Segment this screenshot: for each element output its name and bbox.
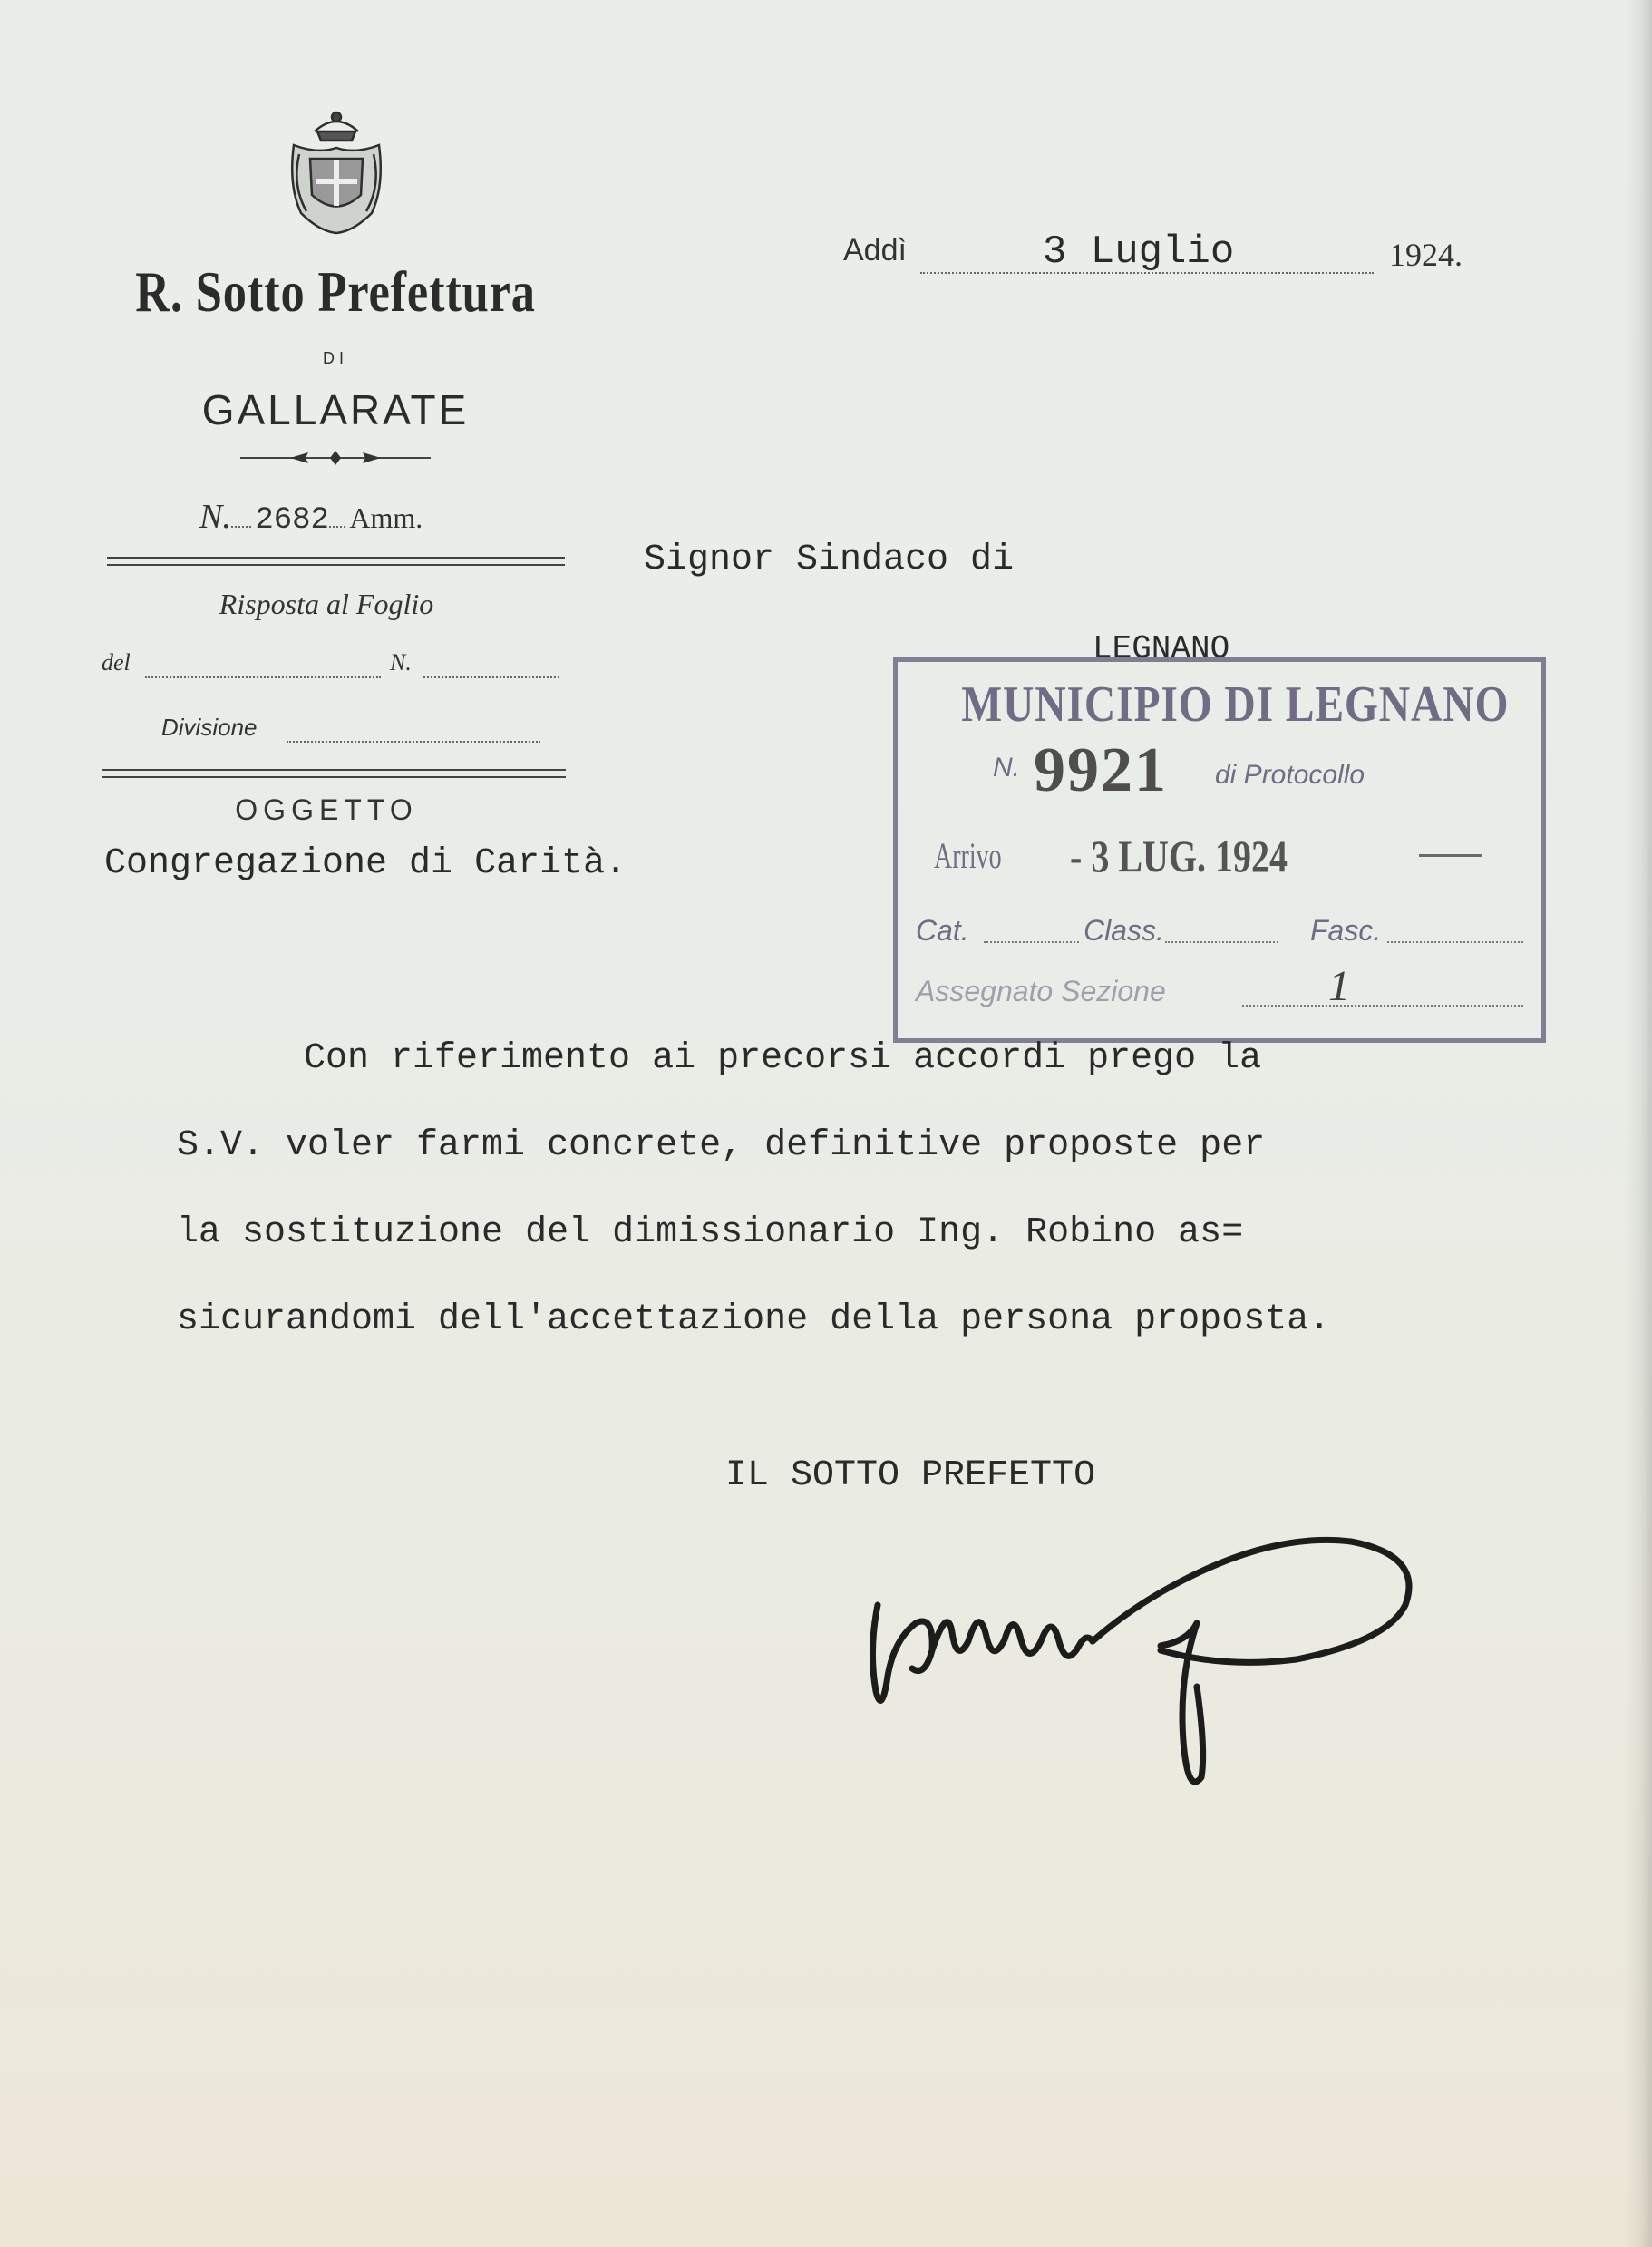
stamp-title: MUNICIPIO DI LEGNANO (961, 676, 1510, 733)
addressee-town: LEGNANO (1093, 630, 1230, 667)
stamp-arrivo-label: Arrivo (934, 835, 1002, 876)
stamp-fasc-label: Fasc. (1310, 914, 1382, 947)
stamp-class-field (1165, 941, 1278, 943)
subject-line: Congregazione di Carità. (104, 843, 627, 884)
stamp-cat-field (984, 941, 1079, 943)
stamp-sezione-field (1242, 1005, 1523, 1007)
oggetto-label: OGGETTO (235, 793, 418, 826)
ornament-divider (240, 447, 431, 469)
stamp-class-label: Class. (1084, 914, 1164, 947)
divisione-row (161, 714, 542, 750)
stamp-sezione-value: 1 (1328, 962, 1350, 1010)
protocol-number: 2682 (255, 503, 329, 538)
del-row (102, 649, 566, 686)
office-di: DI (323, 349, 348, 367)
risposta-label: Risposta al Foglio (219, 588, 434, 620)
addressee-line: Signor Sindaco di (644, 540, 1015, 580)
royal-crest-icon (283, 104, 390, 240)
office-city: GALLARATE (201, 386, 470, 433)
divisione-label: Divisione (161, 714, 258, 741)
del-field (145, 676, 381, 678)
stamp-n-prefix: N. (993, 753, 1020, 783)
date-typed: 3 Luglio (1043, 229, 1235, 275)
signer-title: IL SOTTO PREFETTO (725, 1455, 1096, 1496)
letter-body (177, 1016, 1573, 1364)
stamp-fasc-field (1387, 941, 1523, 943)
date-year: 1924. (1389, 237, 1463, 273)
stamp-cat-label: Cat. (916, 914, 969, 947)
divisione-field (287, 741, 540, 743)
double-rule-top-2 (107, 564, 565, 566)
paper-edge-shadow (1625, 0, 1652, 2247)
body-line-3: la sostituzione del dimissionario Ing. Robino as= (177, 1212, 1244, 1253)
body-line-1: Con riferimento ai precorsi accordi prego la (304, 1038, 1262, 1079)
body-line-4: sicurandomi dell'accettazione della persona proposta. (177, 1299, 1331, 1340)
number-suffix: Amm. (349, 501, 423, 534)
office-name: R. Sotto Prefettura (135, 259, 536, 324)
stamp-protocol-label: di Protocollo (1215, 760, 1365, 790)
handwritten-signature (861, 1505, 1460, 1814)
stamp-dash (1419, 854, 1482, 857)
n-field (423, 676, 559, 678)
double-rule-top-1 (107, 557, 565, 559)
double-rule-bottom-1 (102, 769, 566, 771)
n-label: N. (390, 649, 412, 676)
body-line-2: S.V. voler farmi concrete, definitive proposte per (177, 1125, 1266, 1166)
double-rule-bottom-2 (102, 776, 566, 778)
del-label: del (102, 649, 131, 676)
stamp-assegnato-label: Assegnato Sezione (916, 975, 1166, 1007)
protocol-stamp (893, 657, 1546, 1043)
number-prefix: N. (199, 498, 231, 536)
stamp-arrival-date: - 3 LUG. 1924 (1070, 831, 1288, 881)
stamp-protocol-number: 9921 (1034, 735, 1168, 805)
addi-label: Addì (843, 233, 907, 268)
protocol-number-row (199, 497, 423, 542)
